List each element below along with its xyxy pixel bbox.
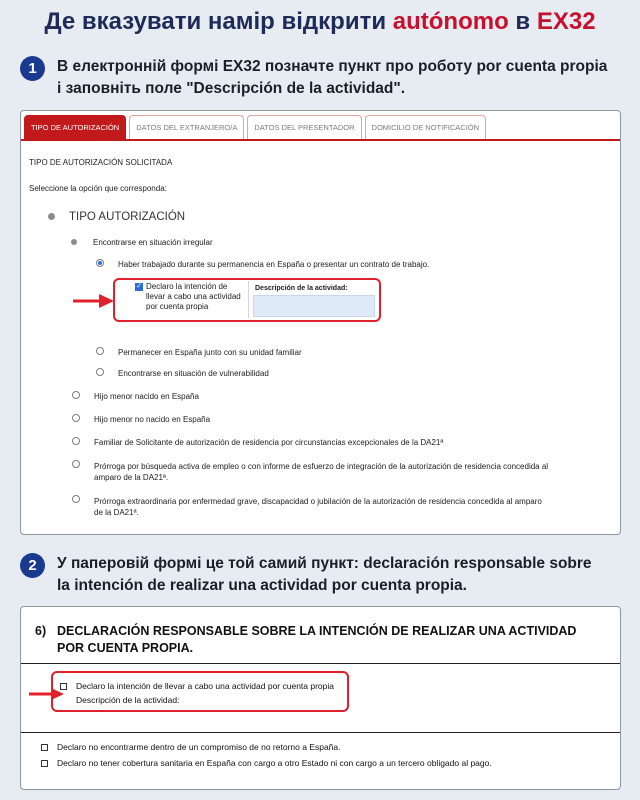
checkbox-cuenta-propia[interactable]: ✓ — [136, 283, 142, 290]
section-title: TIPO DE AUTORIZACIÓN SOLICITADA — [29, 158, 173, 167]
step-2 — [20, 553, 592, 597]
situation-label: Encontrarse en situación irregular — [93, 238, 213, 247]
step-2-text: У паперовій формі це той самий пункт: declaración responsable sobre la intención de realizar una actividad por cuenta propia. — [57, 555, 592, 594]
checkbox-cuenta-propia-label: Declaro la intención de llevar a cabo una actividad por cuenta propia — [146, 282, 241, 311]
title-form-code: EX32 — [536, 8, 596, 35]
option-hijo-nacido: Hijo menor nacido en España — [94, 392, 199, 401]
option-unidad-familiar: Permanecer en España junto con su unidad familiar — [118, 348, 302, 357]
radio-unidad-familiar[interactable] — [96, 347, 104, 355]
paper-section-heading: 6) DECLARACIÓN RESPONSABLE SOBRE LA INTENCIÓN DE REALIZAR UNA ACTIVIDAD POR CUENTA PROPIA. — [35, 624, 577, 655]
radio-hijo-no-nacido[interactable] — [72, 414, 80, 422]
radio-familiar[interactable] — [72, 437, 80, 445]
option-prorroga-busqueda: Prórroga por búsqueda activa de empleo o con informe de esfuerzo de integración de la autorización de residencia concedida al amparo de la DA21ª. — [94, 462, 549, 482]
tab-underline — [21, 139, 620, 141]
step-1 — [20, 56, 607, 100]
tab-datos-presentador[interactable]: DATOS DEL PRESENTADOR — [247, 115, 361, 139]
paper-form-panel — [20, 606, 621, 790]
checkbox-cobertura-sanitaria[interactable] — [41, 760, 48, 767]
option-hijo-no-nacido: Hijo menor no nacido en España — [94, 415, 211, 424]
paper-no-retorno: Declaro no encontrarme dentro de un compromiso de no retorno a España. — [57, 742, 341, 752]
option-vulnerabilidad: Encontrarse en situación de vulnerabilidad — [118, 369, 269, 378]
highlight-box — [51, 671, 349, 712]
checkbox-cuenta-propia-paper[interactable] — [60, 683, 67, 690]
tab-datos-extranjero[interactable]: DATOS DEL EXTRANJERO/A — [129, 115, 244, 139]
option-familiar: Familiar de Solicitante de autorización de residencia por circunstancias excepcionales de la DA21ª — [94, 438, 444, 447]
bullet-icon — [48, 213, 55, 220]
radio-hijo-nacido[interactable] — [72, 391, 80, 399]
paper-declaro-intencion: Declaro la intención de llevar a cabo una actividad por cuenta propia — [76, 681, 334, 691]
red-arrow-icon — [71, 291, 117, 311]
option-prorroga-extraordinaria: Prórroga extraordinaria por enfermedad grave, discapacidad o jubilación de la autorización de residencia concedida al amparo de la DA21ª. — [94, 497, 542, 517]
online-form-panel — [20, 110, 621, 535]
divider — [21, 663, 620, 664]
option-haber-trabajado: Haber trabajado durante su permanencia en España o presentar un contrato de trabajo. — [118, 260, 430, 269]
description-label: Descripción de la actividad: — [255, 285, 348, 292]
radio-prorroga-extraordinaria[interactable] — [72, 495, 80, 503]
radio-prorroga-busqueda[interactable] — [72, 460, 80, 468]
divider — [21, 732, 620, 733]
title-accent: autónomo — [392, 8, 509, 35]
checkbox-no-retorno[interactable] — [41, 744, 48, 751]
step-1-text: В електронній формі EX32 позначте пункт про роботу por cuenta propia і заповніть поле "Descripción de la actividad". — [57, 58, 608, 97]
divider — [248, 281, 249, 318]
bullet-icon — [71, 239, 77, 245]
description-input[interactable] — [253, 295, 375, 317]
tab-domicilio-notificacion[interactable]: DOMICILIO DE NOTIFICACIÓN — [365, 115, 487, 139]
form-tabs — [24, 115, 489, 139]
step-1-number: 1 — [20, 56, 45, 81]
radio-haber-trabajado[interactable] — [96, 259, 104, 267]
paper-descripcion-label: Descripción de la actividad: — [76, 695, 180, 705]
radio-vulnerabilidad[interactable] — [96, 368, 104, 376]
tipo-autorizacion-heading: TIPO AUTORIZACIÓN — [69, 211, 186, 223]
instruction-text: Seleccione la opción que corresponda: — [29, 184, 167, 193]
paper-cobertura-sanitaria: Declaro no tener cobertura sanitaria en España con cargo a otro Estado ni con cargo a un tercero obligado al pago. — [57, 758, 492, 768]
step-2-number: 2 — [20, 553, 45, 578]
tab-tipo-autorizacion[interactable]: TIPO DE AUTORIZACIÓN — [24, 115, 126, 139]
page-title: Де вказувати намір відкрити autónomo в EX32 — [44, 8, 596, 35]
